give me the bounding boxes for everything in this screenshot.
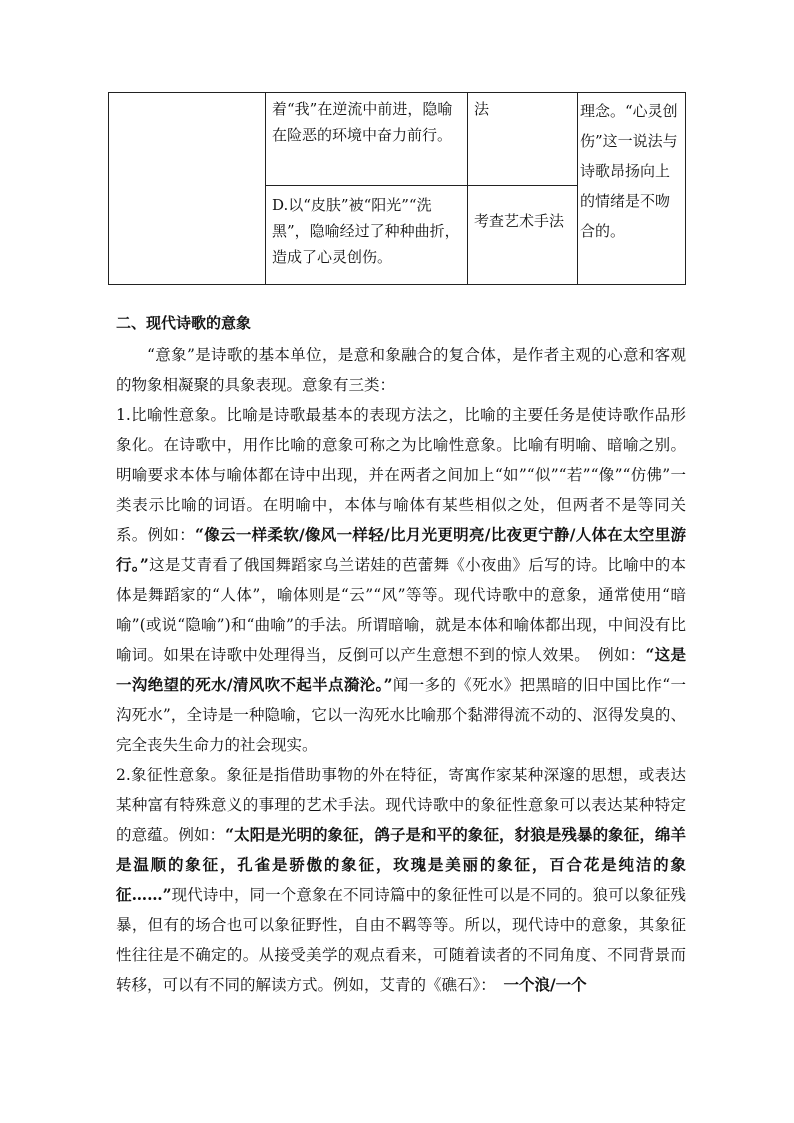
paragraph-label: 2.象征性意象。 [116, 766, 227, 784]
analysis-table [108, 92, 686, 285]
poem-quote: “太阳是光明的象征，鸽子是和平的象征，豺狼是残暴的象征，绵羊是温顺的象征，孔雀是骄傲的象征，玫瑰是美丽的象征，百合花是纯洁的象征……” [116, 825, 686, 904]
section-body [116, 340, 686, 1000]
poem-quote: 一个浪/一个 [503, 975, 587, 994]
table-cell-col4: 理念。“心灵创伤”这一说法与诗歌昂扬向上的情绪是不吻合的。 [580, 102, 678, 240]
paragraph-label: 1.比喻性意象。 [116, 406, 227, 424]
table-cell-row1-col3: 法 [474, 100, 490, 118]
poem-quote: “像云一样柔软/像风一样轻/比月光更明亮/比夜更宁静/人体在太空里游行。” [116, 525, 686, 574]
table-cell-row1-col2: 着“我”在逆流中前进，隐喻在险恶的环境中奋力前行。 [272, 100, 453, 144]
poem-quote: “这是一沟绝望的死水/清风吹不起半点漪沦。” [116, 645, 686, 694]
table-cell-row2-col2: D.以“皮肤”被“阳光”“洗黑”，隐喻经过了种种曲折，造成了心灵创伤。 [272, 196, 460, 266]
paragraph-metaphor: 1.比喻性意象。比喻是诗歌最基本的表现方法之，比喻的主要任务是使诗歌作品形象化。在诗歌中，用作比喻的意象可称之为比喻性意象。比喻有明喻、暗喻之别。明喻要求本体与喻体都在诗中出现，并在两者之间加上“如”“似”“若”“像”“仿佛”一类表示比喻的词语。在明喻中，本体与喻体有某些相似之处，但两者不是等同关系。例如：“像云一样柔软/像风一样轻/比月光更明亮/比夜更宁静/人体在太空里游行。”这是艾青看了俄国舞蹈家乌兰诺娃的芭蕾舞《小夜曲》后写的诗。比喻中的本体是舞蹈家的“人体”，喻体则是“云”“风”等等。现代诗歌中的意象，通常使用“暗喻”(或说“隐喻”)和“曲喻”的手法。所谓暗喻，就是本体和喻体都出现，中间没有比喻词。如果在诗歌中处理得当，反倒可以产生意想不到的惊人效果。 例如：“这是一沟绝望的死水/清风吹不起半点漪沦。”闻一多的《死水》把黑暗的旧中国比作“一沟死水”，全诗是一种隐喻，它以一沟死水比喻那个黏滞得流不动的、沤得发臭的、完全丧失生命力的社会现实。 [116, 406, 686, 754]
intro-paragraph: “意象”是诗歌的基本单位，是意和象融合的复合体，是作者主观的心意和客观的物象相凝聚的具象表现。意象有三类： [116, 346, 686, 394]
section-title: 二、现代诗歌的意象 [116, 314, 252, 332]
paragraph-symbol: 2.象征性意象。象征是指借助事物的外在特征，寄寓作家某种深邃的思想，或表达某种富有特殊意义的事理的艺术手法。现代诗歌中的象征性意象可以表达某种特定的意蕴。例如：“太阳是光明的象征，鸽子是和平的象征，豺狼是残暴的象征，绵羊是温顺的象征，孔雀是骄傲的象征，玫瑰是美丽的象征，百合花是纯洁的象征……”现代诗中，同一个意象在不同诗篇中的象征性可以是不同的。狼可以象征残暴，但有的场合也可以象征野性，自由不羁等等。所以，现代诗中的意象，其象征性往往是不确定的。从接受美学的观点看来，可随着读者的不同角度、不同背景而转移，可以有不同的解读方式。例如，艾青的《礁石》： 一个浪/一个 [116, 766, 686, 994]
table-cell-row2-col3: 考查艺术手法 [474, 212, 565, 230]
